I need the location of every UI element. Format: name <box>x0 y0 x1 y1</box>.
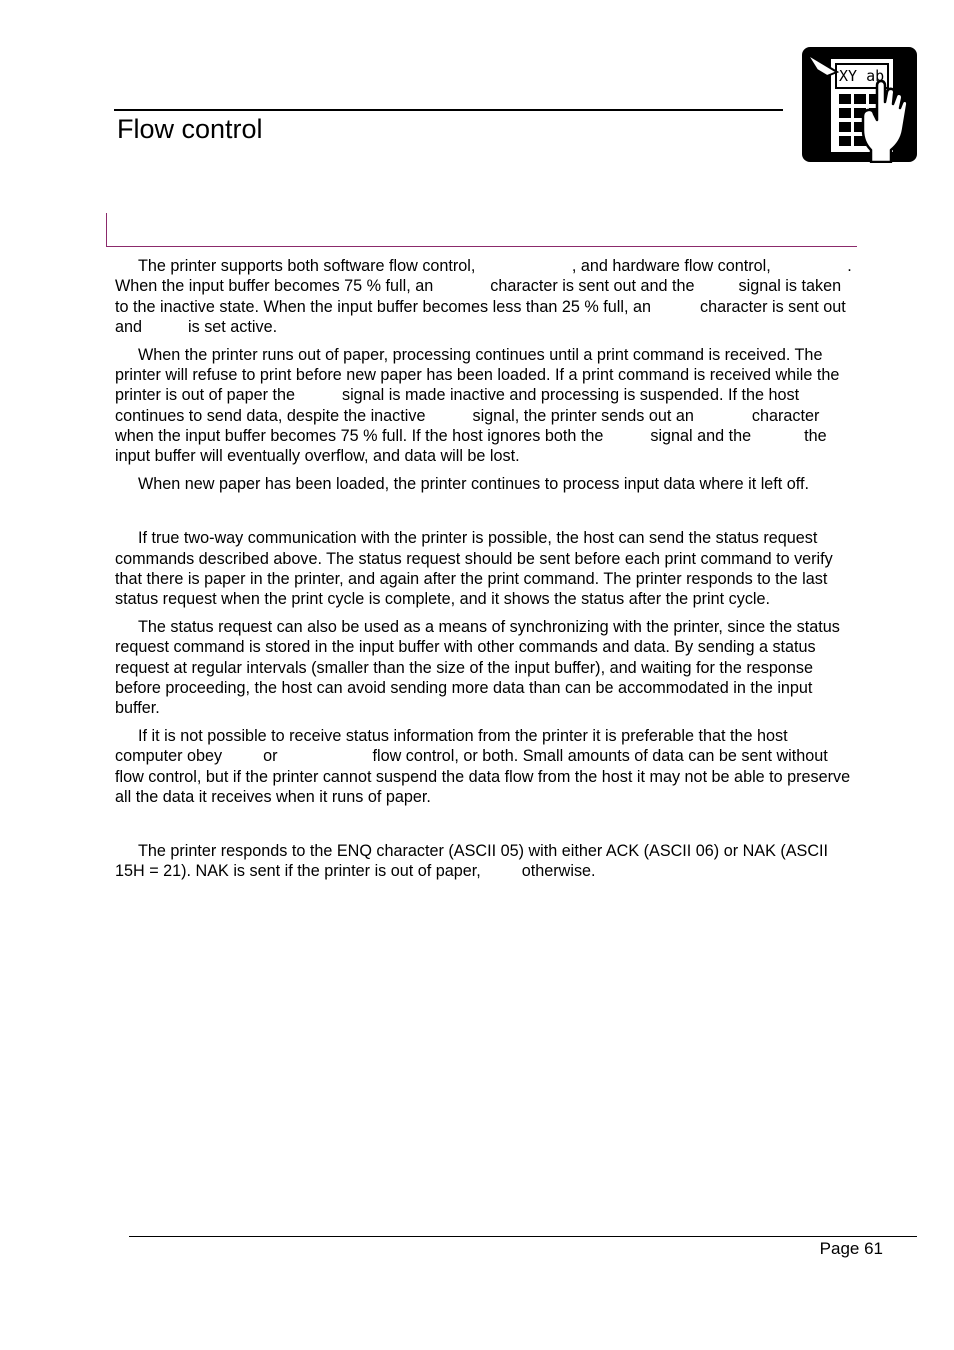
header-rule <box>114 109 783 111</box>
paragraph-flow-control: The printer supports both software flow control, , and hardware flow control, . When the input buffer becomes 75 % full, an character is sent out and the signal is taken to the inactive state. When the input buffer becomes less than 25 % full, an character is sent out and is set active. <box>115 257 852 336</box>
paragraph-enq: The printer responds to the ENQ character (ASCII 05) with either ACK (ASCII 06) or NAK (ASCII 15H = 21). NAK is sent if the printer is out of paper, otherwise. <box>115 842 829 881</box>
paragraph-new-paper: When new paper has been loaded, the printer continues to process input data where it left off. <box>138 474 810 493</box>
footer-rule <box>129 1236 917 1237</box>
section-heading-bar <box>106 213 857 247</box>
paragraph-synchronizing: The status request can also be used as a means of synchronizing with the printer, since the status request command is stored in the input buffer with other commands and data. By sending a status request at regular intervals (smaller than the size of the input buffer), and waiting for the response before proceeding, the host can avoid sending more data than can be accommodated in the input buffer. <box>115 617 840 718</box>
paragraph-no-status: If it is not possible to receive status information from the printer it is preferable that the host computer obey or flow control, or both. Small amounts of data can be sent without flow control, but if the printer cannot suspend the data flow from the host it may not be able to preserve all the data it receives when it runs of paper. <box>115 726 851 806</box>
page-title: Flow control <box>117 114 263 144</box>
logo-text: XY ab <box>839 67 885 85</box>
paragraph-two-way: If true two-way communication with the printer is possible, the host can send the status request commands described above. The status request should be sent before each print command to verify that there is paper in the printer, and again after the print command. The printer responds to the last status request when the print cycle is complete, and it shows the status after the print cycle. <box>115 529 833 609</box>
paragraph-out-of-paper: When the printer runs out of paper, processing continues until a print command is received. The printer will refuse to print before new paper has been loaded. If a print command is received while the printer is out of paper the signal is made inactive and processing is suspended. If the host continues to send data, despite the inactive signal, the printer sends out an character when the input buffer becomes 75 % full. If the host ignores both the signal and the the input buffer will eventually overflow, and data will be lost. <box>115 345 840 466</box>
page-number: Page 61 <box>819 1239 883 1258</box>
body-text <box>115 256 857 889</box>
calculator-hand-icon <box>801 46 918 163</box>
